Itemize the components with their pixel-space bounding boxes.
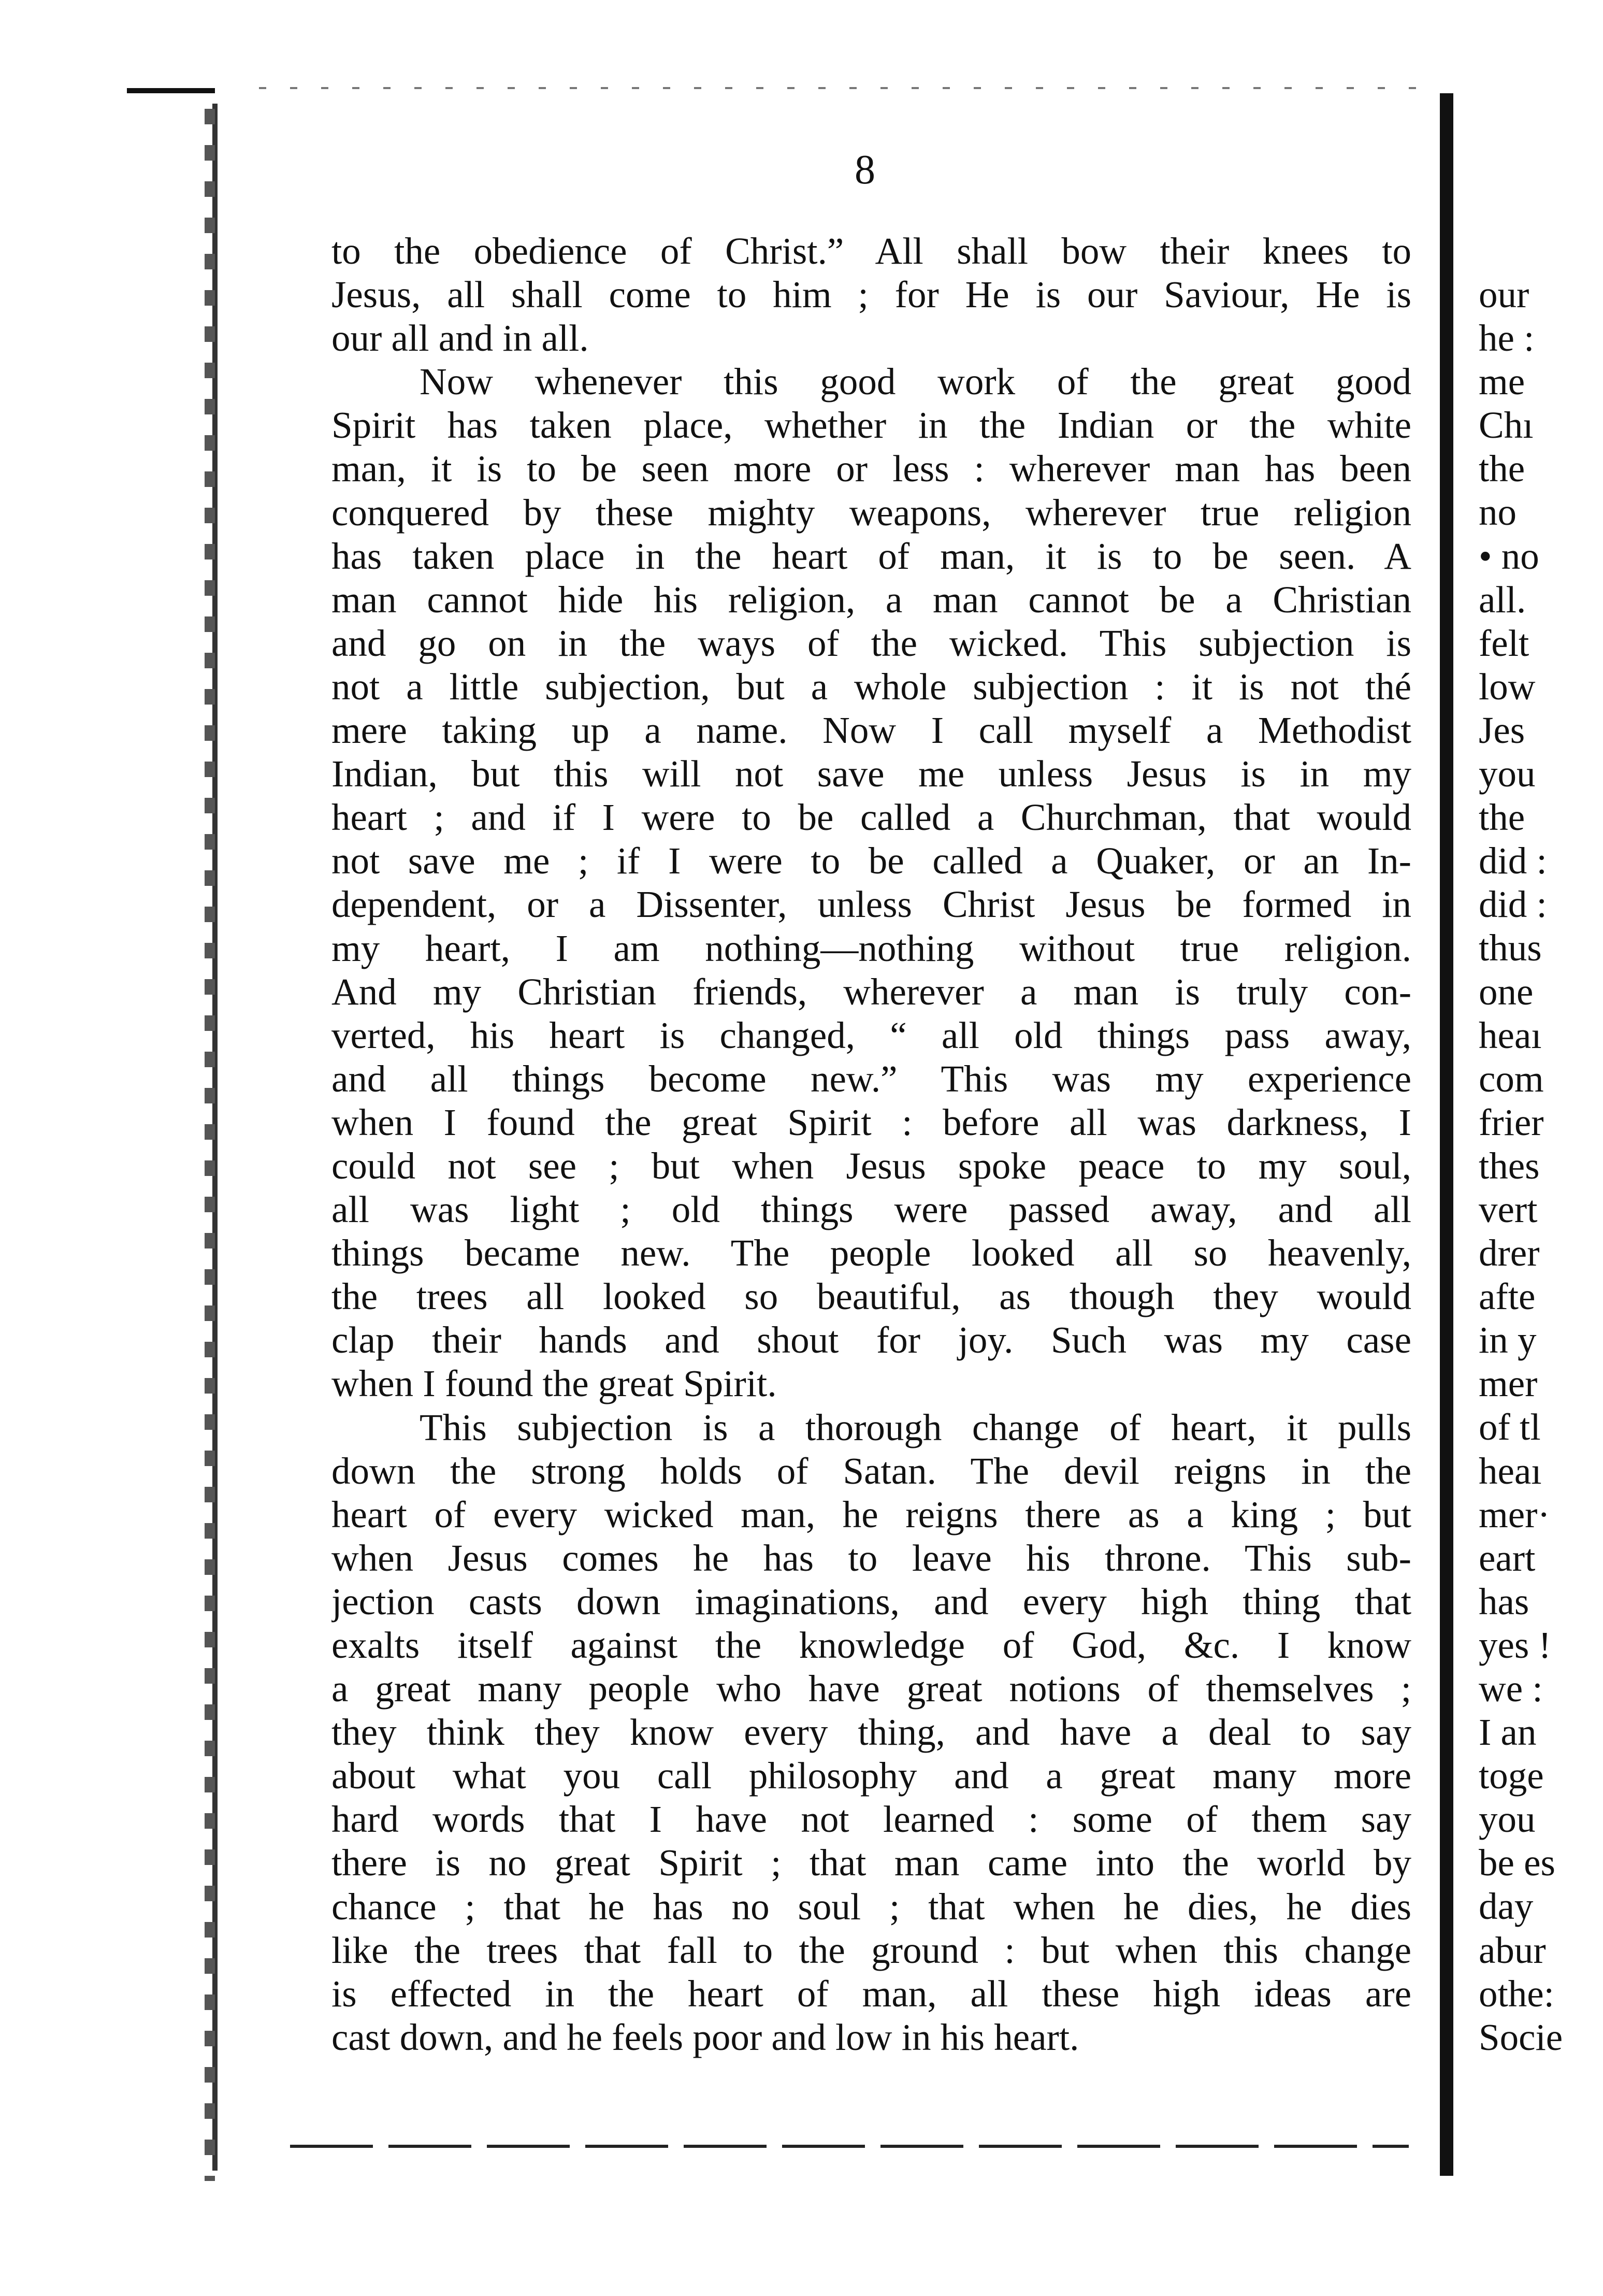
text-line: heart ; and if I were to be called a Churchman, that would	[331, 796, 1411, 839]
text-line: could not see ; but when Jesus spoke peace to my soul,	[331, 1144, 1411, 1187]
side-fragment-line: vert	[1479, 1188, 1538, 1230]
side-fragment-line: you	[1479, 753, 1536, 795]
text-line: Indian, but this will not save me unless Jesus is in my	[331, 753, 1411, 795]
side-fragment-line: com	[1479, 1057, 1544, 1100]
side-fragment-line: no	[1479, 491, 1517, 534]
text-line: when I found the great Spirit : before all was darkness, I	[331, 1101, 1411, 1143]
text-line: Now whenever this good work of the great good	[420, 361, 1411, 403]
text-line: is effected in the heart of man, all these high ideas are	[331, 1972, 1411, 2015]
side-fragment-line: of tl	[1479, 1406, 1541, 1448]
side-fragment-line: low	[1479, 665, 1536, 708]
text-line: all was light ; old things were passed away, and all	[331, 1188, 1411, 1231]
side-fragment-line: othe:	[1479, 1972, 1554, 2015]
text-line: man, it is to be seen more or less : wherever man has been	[331, 448, 1411, 490]
text-line: not save me ; if I were to be called a Quaker, or an In-	[331, 840, 1411, 882]
text-line: my heart, I am nothing—nothing without true religion.	[331, 927, 1411, 969]
side-fragment-line: be es	[1479, 1842, 1555, 1884]
text-line: mere taking up a name. Now I call myself a Methodist	[331, 709, 1411, 752]
text-line: Jesus, all shall come to him ; for He is our Saviour, He is	[331, 274, 1411, 316]
text-line: conquered by these mighty weapons, wherever true religion	[331, 491, 1411, 534]
side-fragment-line: Chı	[1479, 404, 1534, 447]
bottom-page-rule	[290, 2145, 1409, 2148]
text-line: when I found the great Spirit.	[331, 1362, 777, 1405]
side-fragment-line: • no	[1479, 535, 1539, 577]
side-fragment-line: we :	[1479, 1668, 1543, 1710]
side-fragment-line: mer	[1479, 1362, 1538, 1405]
text-line: verted, his heart is changed, “ all old things pass away,	[331, 1014, 1411, 1056]
side-fragment-line: has	[1479, 1580, 1529, 1623]
text-line: and go on in the ways of the wicked. This subjection is	[331, 622, 1411, 664]
side-fragment-line: abur	[1479, 1929, 1546, 1971]
text-line: they think they know every thing, and have a deal to say	[331, 1711, 1411, 1754]
side-fragment-line: mer·	[1479, 1493, 1550, 1536]
text-line: clap their hands and shout for joy. Such was my case	[331, 1319, 1411, 1361]
text-line: dependent, or a Dissenter, unless Christ Jesus be formed in	[331, 883, 1411, 926]
left-edge-dashes	[205, 109, 215, 2181]
side-fragment-line: drer	[1479, 1232, 1540, 1274]
side-fragment-line: yes !	[1479, 1624, 1551, 1666]
text-line: chance ; that he has no soul ; that when he dies, he dies	[331, 1885, 1411, 1928]
scan-top-rule	[127, 88, 215, 93]
adjacent-page-fragment-column	[1479, 273, 1603, 2059]
side-fragment-line: the	[1479, 448, 1525, 490]
side-fragment-line: all.	[1479, 578, 1526, 621]
side-fragment-line: the	[1479, 796, 1525, 839]
text-line: has taken place in the heart of man, it is to be seen. A	[331, 535, 1411, 577]
side-fragment-line: day	[1479, 1885, 1534, 1928]
side-fragment-line: did :	[1479, 840, 1547, 882]
text-line: about what you call philosophy and a great many more	[331, 1755, 1411, 1797]
text-line: like the trees that fall to the ground : but when this change	[331, 1929, 1411, 1971]
text-line: when Jesus comes he has to leave his throne. This sub-	[331, 1537, 1411, 1579]
text-line: jection casts down imaginations, and every high thing that	[331, 1580, 1411, 1623]
text-line: This subjection is a thorough change of heart, it pulls	[420, 1406, 1411, 1448]
text-line: not a little subjection, but a whole subjection : it is not thé	[331, 665, 1411, 708]
side-fragment-line: toge	[1479, 1755, 1544, 1797]
side-fragment-line: felt	[1479, 622, 1529, 664]
text-line: heart of every wicked man, he reigns there as a king ; but	[331, 1493, 1411, 1536]
side-fragment-line: Jes	[1479, 709, 1525, 751]
side-fragment-line: in y	[1479, 1319, 1537, 1361]
text-line: hard words that I have not learned : some of them say	[331, 1798, 1411, 1841]
side-fragment-line: thes	[1479, 1144, 1540, 1187]
main-text-column	[331, 229, 1411, 2059]
text-line: And my Christian friends, wherever a man is truly con-	[331, 970, 1411, 1013]
text-line: man cannot hide his religion, a man cannot be a Christian	[331, 578, 1411, 621]
side-fragment-line: Socie	[1479, 2016, 1563, 2058]
text-line: things became new. The people looked all so heavenly,	[331, 1232, 1411, 1274]
text-line: the trees all looked so beautiful, as though they would	[331, 1275, 1411, 1318]
side-fragment-line: one	[1479, 970, 1534, 1013]
side-fragment-line: I an	[1479, 1711, 1537, 1754]
side-fragment-line: eart	[1479, 1537, 1536, 1579]
side-fragment-line: he :	[1479, 317, 1535, 360]
text-line: cast down, and he feels poor and low in his heart.	[331, 2016, 1079, 2058]
text-line: our all and in all.	[331, 317, 589, 360]
text-line: there is no great Spirit ; that man came into the world by	[331, 1842, 1411, 1884]
text-line: exalts itself against the knowledge of God, &c. I know	[331, 1624, 1411, 1666]
text-line: Spirit has taken place, whether in the Indian or the white	[331, 404, 1411, 447]
side-fragment-line: thus	[1479, 927, 1542, 969]
right-page-divider	[1440, 93, 1453, 2176]
side-fragment-line: you	[1479, 1798, 1536, 1841]
side-fragment-line: afte	[1479, 1275, 1536, 1318]
side-fragment-line: me	[1479, 361, 1525, 403]
side-fragment-line: our	[1479, 274, 1529, 315]
side-fragment-line: heaı	[1479, 1450, 1542, 1492]
text-line: and all things become new.” This was my experience	[331, 1057, 1411, 1100]
side-fragment-line: did :	[1479, 883, 1547, 926]
scan-top-edge-speckle	[259, 87, 1440, 89]
text-line: down the strong holds of Satan. The devil reigns in the	[331, 1450, 1411, 1492]
side-fragment-line: heaı	[1479, 1014, 1542, 1056]
text-line: a great many people who have great notions of themselves ;	[331, 1668, 1411, 1710]
side-fragment-line: frier	[1479, 1101, 1544, 1143]
page-number: 8	[855, 147, 875, 193]
text-line: to the obedience of Christ.” All shall bow their knees to	[331, 230, 1411, 272]
